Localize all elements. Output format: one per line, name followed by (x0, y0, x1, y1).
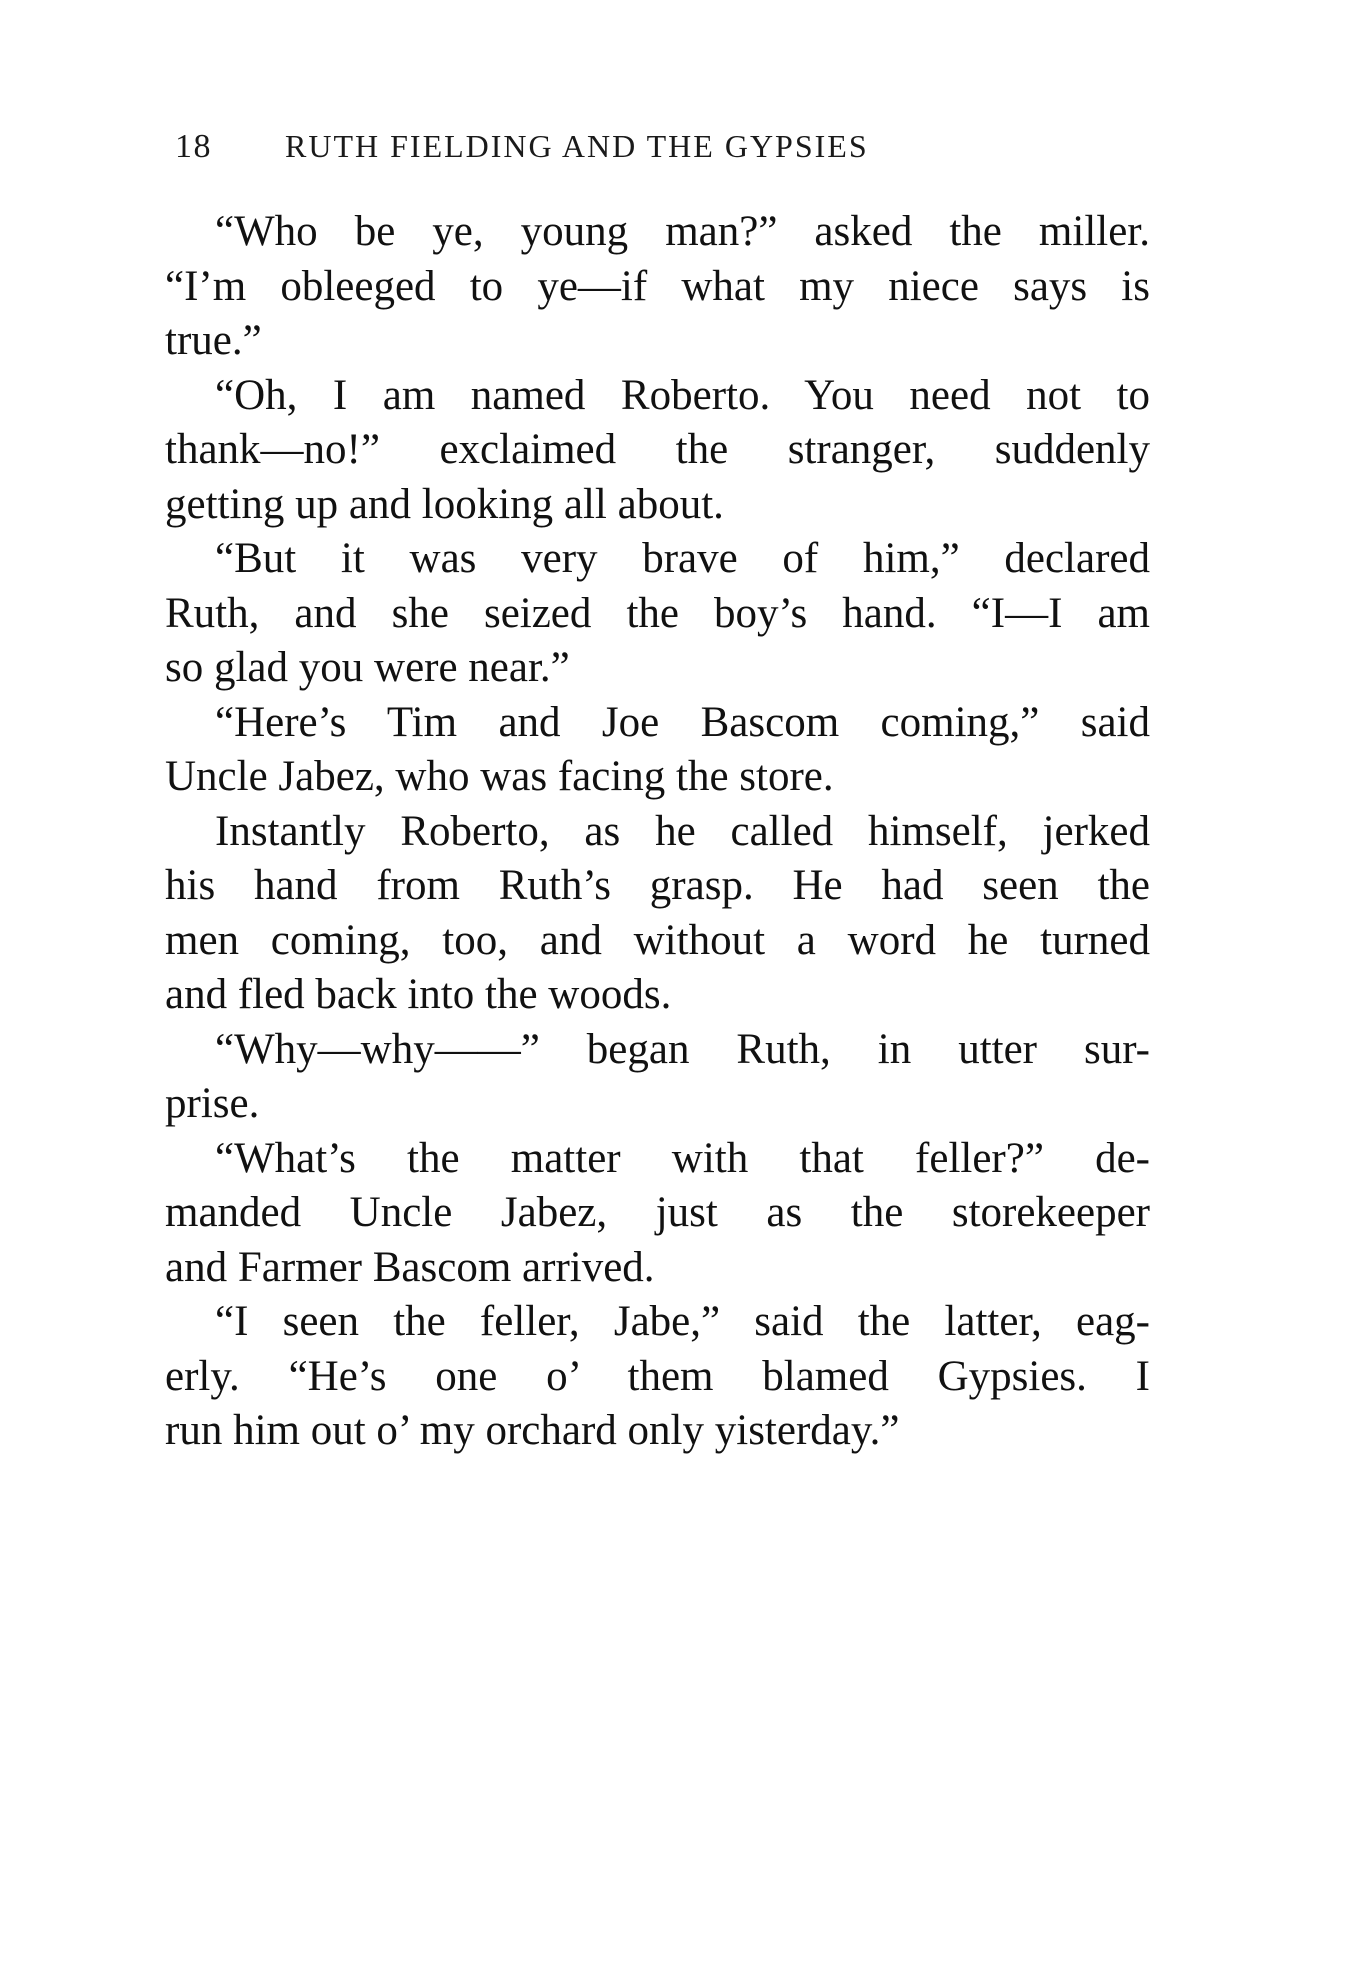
text-line: Instantly Roberto, as he called himself, jerked (215, 807, 1150, 855)
text-line: and Farmer Bascom arrived. (165, 1243, 655, 1291)
text-line: his hand from Ruth’s grasp. He had seen the (165, 862, 1150, 909)
text-line: men coming, too, and without a word he turned (165, 916, 1150, 964)
text-line: “Here’s Tim and Joe Bascom coming,” said (215, 698, 1150, 746)
text-line: “Who be ye, young man?” asked the miller. (215, 208, 1150, 255)
text-line: Uncle Jabez, who was facing the store. (165, 753, 834, 800)
text-line: thank—no!” exclaimed the stranger, suddenly (165, 426, 1150, 473)
text-line: so glad you were near.” (165, 644, 570, 691)
page-header (165, 128, 1155, 172)
text-line: “But it was very brave of him,” declared (215, 535, 1150, 582)
text-line: prise. (165, 1080, 260, 1127)
text-line: run him out o’ my orchard only yisterday.” (165, 1407, 900, 1454)
text-line: manded Uncle Jabez, just as the storekeeper (165, 1189, 1150, 1236)
text-line: erly. “He’s one o’ them blamed Gypsies. I (165, 1352, 1150, 1400)
text-line: Ruth, and she seized the boy’s hand. “I—I am (165, 589, 1150, 637)
text-line: getting up and looking all about. (165, 480, 724, 528)
page-number: 18 (175, 128, 212, 165)
text-line: “Oh, I am named Roberto. You need not to (215, 371, 1150, 419)
text-line: “I seen the feller, Jabe,” said the latter, eag- (215, 1298, 1150, 1345)
text-line: “Why—why——” began Ruth, in utter sur- (215, 1025, 1150, 1073)
text-line: “What’s the matter with that feller?” de- (215, 1134, 1150, 1182)
text-line: “I’m obleeged to ye—if what my niece says is (165, 262, 1150, 310)
text-line: and fled back into the woods. (165, 971, 672, 1018)
running-title: RUTH FIELDING AND THE GYPSIES (285, 128, 869, 164)
page-body-text (165, 205, 1150, 1459)
text-line: true.” (165, 317, 262, 364)
